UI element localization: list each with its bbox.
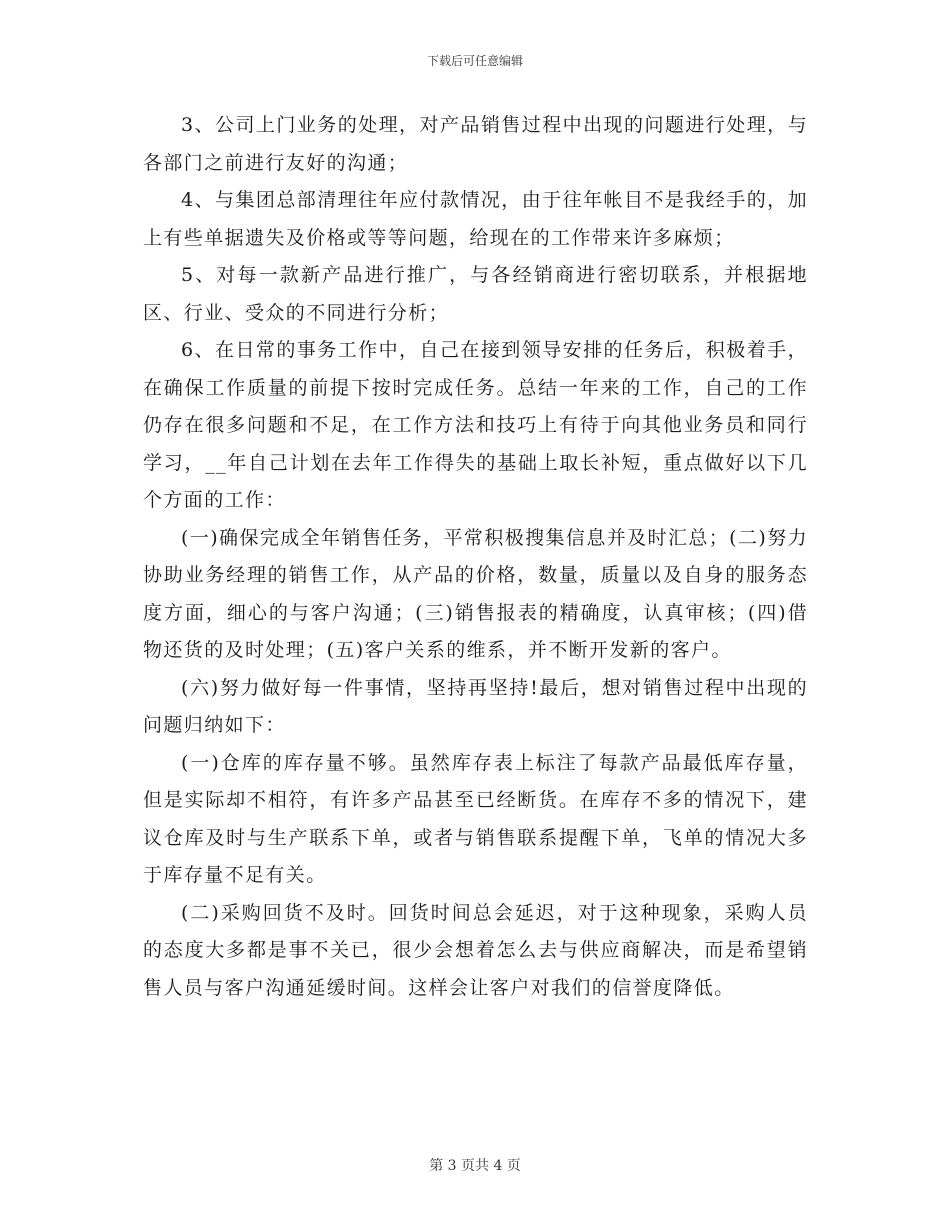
- page-header: 下载后可任意编辑: [426, 54, 523, 68]
- page-footer: 第 3 页共 4 页: [429, 1158, 521, 1174]
- paragraph-item-5: 5、对每一款新产品进行推广，与各经销商进行密切联系，并根据地区、行业、受众的不同进行分析；: [143, 264, 808, 324]
- paragraph-issue-purchasing: (二)采购回货不及时。回货时间总会延迟，对于这种现象，采购人员的态度大多都是事不关已，很少会想着怎么去与供应商解决，而是希望销售人员与客户沟通延缓时间。这样会让客户对我们的信誉度降低。: [143, 901, 808, 999]
- paragraph-issue-inventory: (一)仓库的库存量不够。虽然库存表上标注了每款产品最低库存量，但是实际却不相符，有许多产品甚至已经断货。在库存不多的情况下，建议仓库及时与生产联系下单，或者与销售联系提醒下单，飞单的情况大多于库存量不足有关。: [143, 751, 808, 886]
- paragraph-item-4: 4、与集团总部清理往年应付款情况，由于往年帐目不是我经手的，加上有些单据遗失及价格或等等问题，给现在的工作带来许多麻烦；: [143, 189, 808, 249]
- paragraph-work-plan: (一)确保完成全年销售任务，平常积极搜集信息并及时汇总；(二)努力协助业务经理的销售工作，从产品的价格，数量，质量以及自身的服务态度方面，细心的与客户沟通；(三)销售报表的精确度，认真审核；(四)借物还货的及时处理；(五)客户关系的维系，并不断开发新的客户。: [143, 526, 808, 661]
- document-body: [143, 107, 808, 1007]
- paragraph-item-3: 3、公司上门业务的处理，对产品销售过程中出现的问题进行处理，与各部门之前进行友好的沟通；: [143, 114, 808, 174]
- paragraph-summary-intro: (六)努力做好每一件事情，坚持再坚持!最后，想对销售过程中出现的问题归纳如下：: [143, 676, 808, 736]
- paragraph-item-6: 6、在日常的事务工作中，自己在接到领导安排的任务后，积极着手，在确保工作质量的前提下按时完成任务。总结一年来的工作，自己的工作仍存在很多问题和不足，在工作方法和技巧上有待于向其他业务员和同行学习，__年自己计划在去年工作得失的基础上取长补短，重点做好以下几个方面的工作：: [143, 339, 808, 511]
